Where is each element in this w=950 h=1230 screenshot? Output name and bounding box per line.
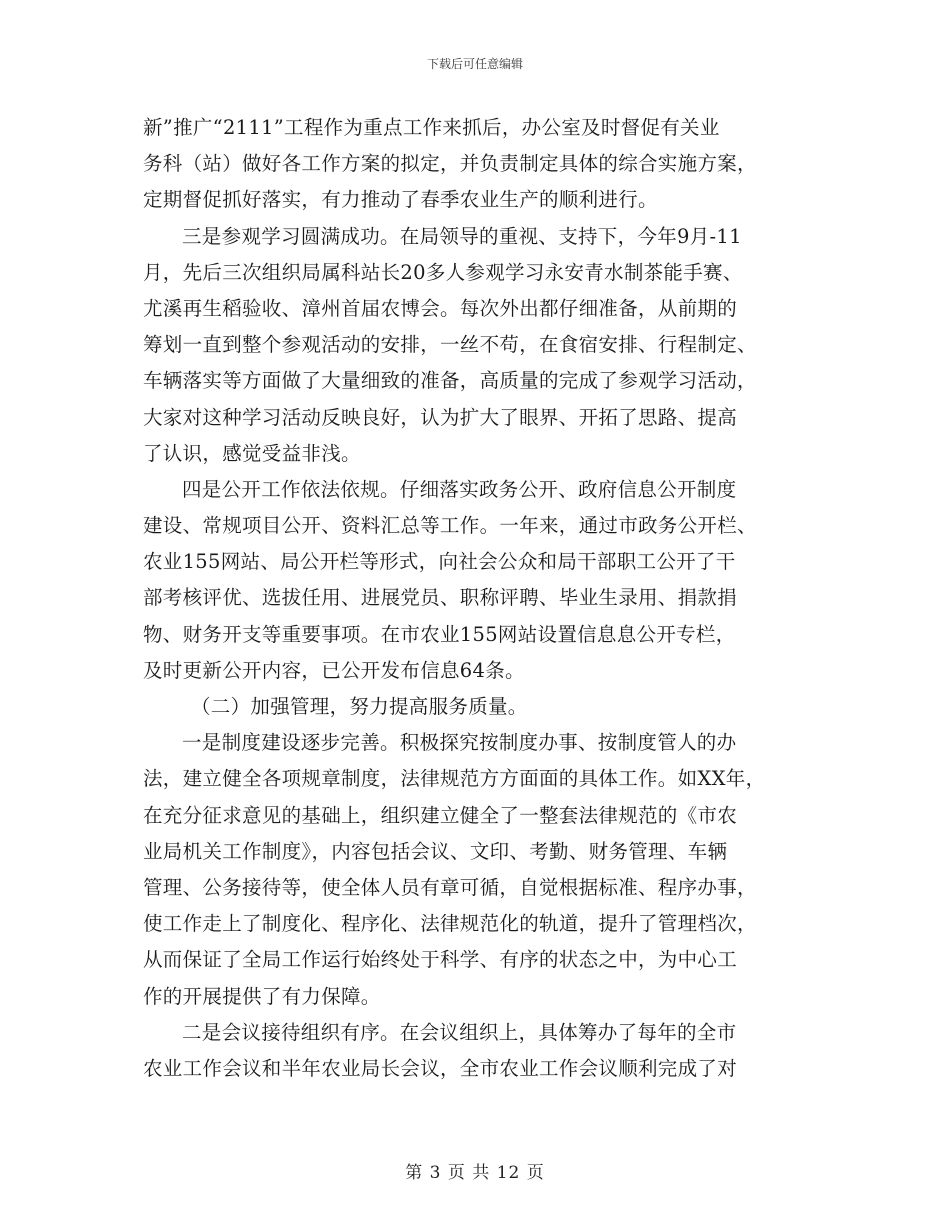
paragraph-start-line: 三是参观学习圆满成功。在局领导的重视、支持下，今年9月-11 <box>182 224 742 248</box>
body-line: 部考核评优、选拔任用、进展党员、职称评聘、毕业生录用、捐款捐 <box>143 586 738 610</box>
body-line: 在充分征求意见的基础上，组织建立健全了一整套法律规范的《市农 <box>143 803 738 827</box>
body-line: 了认识，感觉受益非浅。 <box>143 441 361 465</box>
body-line: 作的开展提供了有力保障。 <box>143 984 381 1008</box>
body-line: 农业工作会议和半年农业局长会议，全市农业工作会议顺利完成了对 <box>143 1056 738 1080</box>
body-line: 月，先后三次组织局属科站长20多人参观学习永安青水制茶能手赛、 <box>143 260 743 284</box>
body-line: 定期督促抓好落实，有力推动了春季农业生产的顺利进行。 <box>143 188 658 212</box>
body-line: 管理、公务接待等，使全体人员有章可循，自觉根据标准、程序办事， <box>143 875 757 899</box>
paragraph-start-line: 一是制度建设逐步完善。积极探究按制度办事、按制度管人的办 <box>182 731 737 755</box>
paragraph-start-line: 四是公开工作依法依规。仔细落实政务公开、政府信息公开制度 <box>182 477 737 501</box>
body-line: 务科（站）做好各工作方案的拟定，并负责制定具体的综合实施方案， <box>143 152 757 176</box>
body-line: 使工作走上了制度化、程序化、法律规范化的轨道，提升了管理档次， <box>143 912 757 936</box>
body-line: 尤溪再生稻验收、漳州首届农博会。每次外出都仔细准备，从前期的 <box>143 296 738 320</box>
paragraph-start-line: 二是会议接待组织有序。在会议组织上，具体筹办了每年的全市 <box>182 1020 737 1044</box>
document-body <box>143 110 807 1087</box>
body-line: 建设、常规项目公开、资料汇总等工作。一年来，通过市政务公开栏、 <box>143 514 757 538</box>
body-line: 法，建立健全各项规章制度，法律规范方方面面的具体工作。如XX年， <box>143 767 766 791</box>
section-heading: （二）加强管理，努力提高服务质量。 <box>191 695 528 718</box>
body-line: 车辆落实等方面做了大量细致的准备，高质量的完成了参观学习活动， <box>143 369 757 393</box>
page-header-note: 下载后可任意编辑 <box>426 57 523 71</box>
body-line: 物、财务开支等重要事项。在市农业155网站设置信息息公开专栏， <box>143 622 736 646</box>
body-line: 业局机关工作制度》，内容包括会议、文印、考勤、财务管理、车辆 <box>143 839 728 863</box>
body-line: 从而保证了全局工作运行始终处于科学、有序的状态之中，为中心工 <box>143 948 738 972</box>
body-line: 及时更新公开内容，已公开发布信息64条。 <box>143 658 525 682</box>
page-number: 第 3 页 共 12 页 <box>405 1163 545 1183</box>
body-line: 大家对这种学习活动反映良好，认为扩大了眼界、开拓了思路、提高 <box>143 405 738 429</box>
body-line: 新”推广“2111”工程作为重点工作来抓后，办公室及时督促有关业 <box>143 116 720 139</box>
body-line: 农业155网站、局公开栏等形式，向社会公众和局干部职工公开了干 <box>143 550 736 574</box>
body-line: 筹划一直到整个参观活动的安排，一丝不苟，在食宿安排、行程制定、 <box>143 333 757 357</box>
